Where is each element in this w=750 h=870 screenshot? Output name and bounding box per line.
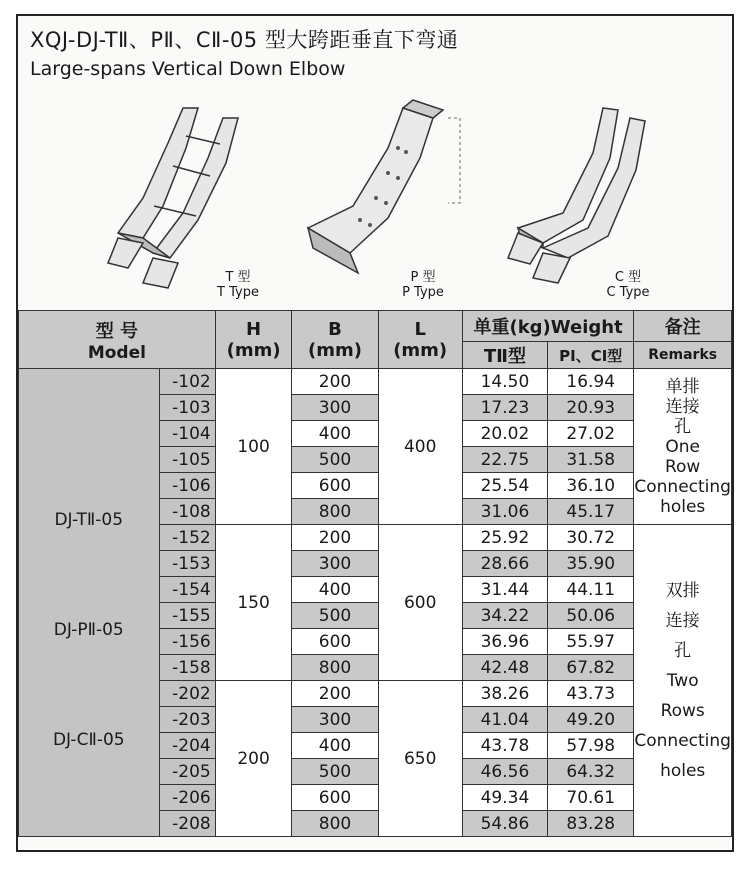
model-header-en: Model [87,342,146,363]
model-suffix-cell: -108 [159,499,215,525]
table-row [19,369,732,395]
remark-line: 双排 [665,580,700,601]
weight-t-cell: 28.66 [462,551,547,577]
h-header [215,311,292,369]
title-chinese: XQJ-DJ-TⅡ、PⅡ、CⅡ-05 型大跨距垂直下弯通 [30,28,459,52]
h-value-cell: 200 [215,681,292,837]
b-value-cell: 200 [292,369,378,395]
b-value-cell: 500 [292,447,378,473]
model-suffix-cell: -204 [159,733,215,759]
model-header [19,311,216,369]
weight-t-header: TⅡ型 [462,342,547,369]
weight-pc-cell: 49.20 [548,707,634,733]
weight-pc-cell: 55.97 [548,629,634,655]
model-suffix-cell: -203 [159,707,215,733]
b-value-cell: 400 [292,421,378,447]
weight-pc-cell: 45.17 [548,499,634,525]
h-header-unit: (mm) [226,339,281,361]
weight-pc-cell: 35.90 [548,551,634,577]
t-type-caption [198,270,278,300]
model-suffix-cell: -104 [159,421,215,447]
model-suffix-cell: -205 [159,759,215,785]
model-suffix-cell: -202 [159,681,215,707]
p-type-illustration [288,88,488,308]
remarks-cell [634,369,732,525]
h-header-label: H [246,318,262,340]
b-value-cell: 600 [292,785,378,811]
b-header-label: B [328,318,342,340]
l-header-unit: (mm) [393,339,448,361]
c-type-caption-en: C Type [606,285,650,300]
catalog-frame [16,14,734,852]
t-type-caption-en: T Type [217,285,259,300]
model-suffix-cell: -156 [159,629,215,655]
b-header [292,311,378,369]
weight-pc-cell: 30.72 [548,525,634,551]
remark-line: holes [660,760,706,781]
weight-t-cell: 41.04 [462,707,547,733]
model-suffix-cell: -206 [159,785,215,811]
l-value-cell: 600 [378,525,462,681]
weight-t-cell: 49.34 [462,785,547,811]
weight-t-cell: 25.54 [462,473,547,499]
b-value-cell: 600 [292,473,378,499]
spec-table-body [19,369,732,837]
weight-t-cell: 22.75 [462,447,547,473]
l-header [378,311,462,369]
model-names-cell [19,369,160,837]
weight-pc-cell: 20.93 [548,395,634,421]
model-name: DJ-TⅡ-05 [54,509,124,530]
weight-t-cell: 20.02 [462,421,547,447]
model-suffix-cell: -208 [159,811,215,837]
remark-line: Connecting [634,730,731,751]
weight-pc-cell: 36.10 [548,473,634,499]
model-suffix-cell: -153 [159,551,215,577]
l-header-label: L [414,318,426,340]
t-type-caption-cn: T 型 [225,270,251,285]
model-suffix-cell: -102 [159,369,215,395]
weight-t-cell: 38.26 [462,681,547,707]
remark-line: Connecting [634,476,731,497]
model-name: DJ-PⅡ-05 [53,619,124,640]
b-value-cell: 200 [292,525,378,551]
model-suffix-cell: -103 [159,395,215,421]
weight-pc-cell: 50.06 [548,603,634,629]
title-english: Large-spans Vertical Down Elbow [30,58,346,80]
weight-t-cell: 31.44 [462,577,547,603]
weight-pc-cell: 64.32 [548,759,634,785]
remark-line: 连接 [665,396,700,417]
b-value-cell: 800 [292,811,378,837]
b-value-cell: 400 [292,577,378,603]
remarks-cell [634,525,732,837]
b-value-cell: 800 [292,499,378,525]
weight-t-cell: 17.23 [462,395,547,421]
remark-line: 孔 [674,640,692,661]
model-name: DJ-CⅡ-05 [52,729,125,750]
weight-t-cell: 14.50 [462,369,547,395]
weight-t-cell: 54.86 [462,811,547,837]
h-value-cell: 100 [215,369,292,525]
c-type-caption [588,270,668,300]
t-type-illustration [98,88,298,308]
model-suffix-cell: -152 [159,525,215,551]
remark-line: 单排 [665,376,700,397]
spec-table [18,310,732,837]
weight-t-cell: 34.22 [462,603,547,629]
weight-pc-cell: 57.98 [548,733,634,759]
remark-line: 连接 [665,610,700,631]
model-suffix-cell: -106 [159,473,215,499]
remarks-header-en: Remarks [634,342,732,369]
weight-pc-cell: 43.73 [548,681,634,707]
l-value-cell: 400 [378,369,462,525]
remarks-header-cn: 备注 [634,311,732,342]
remark-line: Rows [660,700,705,721]
b-value-cell: 300 [292,707,378,733]
p-type-caption [383,270,463,300]
p-type-caption-cn: P 型 [410,270,436,285]
b-value-cell: 200 [292,681,378,707]
weight-pc-cell: 31.58 [548,447,634,473]
weight-t-cell: 43.78 [462,733,547,759]
model-suffix-cell: -158 [159,655,215,681]
c-type-illustration [498,88,698,308]
weight-t-cell: 25.92 [462,525,547,551]
weight-pc-cell: 16.94 [548,369,634,395]
l-value-cell: 650 [378,681,462,837]
b-value-cell: 600 [292,629,378,655]
remark-line: holes [660,496,706,517]
weight-pc-cell: 83.28 [548,811,634,837]
weight-header: 单重(kg)Weight [462,311,634,342]
weight-pc-cell: 27.02 [548,421,634,447]
model-header-cn: 型 号 [95,320,139,342]
weight-pc-header: PⅠ、CⅠ型 [548,342,634,369]
weight-t-cell: 42.48 [462,655,547,681]
weight-pc-cell: 44.11 [548,577,634,603]
b-value-cell: 500 [292,759,378,785]
weight-t-cell: 46.56 [462,759,547,785]
remark-line: One [665,436,700,457]
b-value-cell: 300 [292,551,378,577]
weight-t-cell: 36.96 [462,629,547,655]
weight-pc-cell: 70.61 [548,785,634,811]
model-suffix-cell: -154 [159,577,215,603]
h-value-cell: 150 [215,525,292,681]
b-header-unit: (mm) [308,339,362,361]
b-value-cell: 300 [292,395,378,421]
weight-t-cell: 31.06 [462,499,547,525]
c-type-caption-cn: C 型 [614,270,642,285]
weight-pc-cell: 67.82 [548,655,634,681]
model-suffix-cell: -105 [159,447,215,473]
b-value-cell: 400 [292,733,378,759]
remark-line: Row [664,456,701,477]
b-value-cell: 500 [292,603,378,629]
remark-line: Two [666,670,699,691]
model-suffix-cell: -155 [159,603,215,629]
b-value-cell: 800 [292,655,378,681]
remark-line: 孔 [674,416,692,437]
p-type-caption-en: P Type [402,285,444,300]
elbow-illustrations [18,88,732,308]
